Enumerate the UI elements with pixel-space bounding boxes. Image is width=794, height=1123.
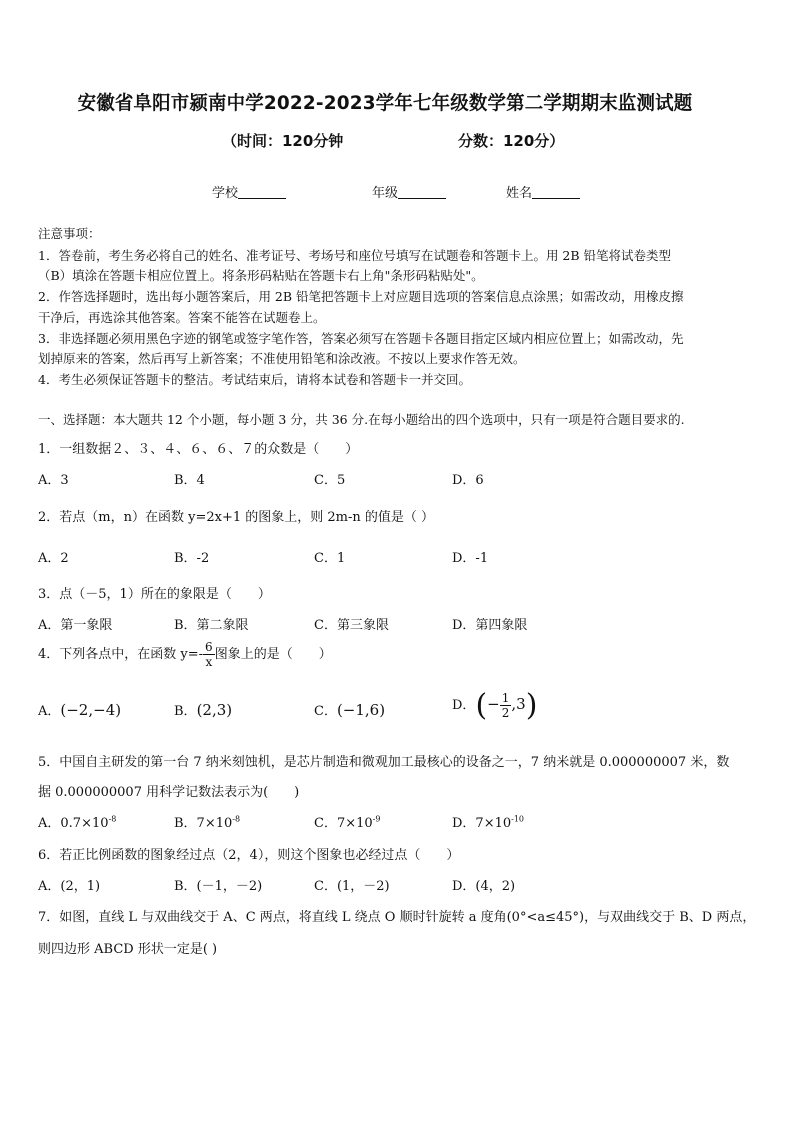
school-label: 学校: [212, 186, 239, 201]
section-heading: 一、选择题：本大题共 12 个小题，每小题 3 分，共 36 分.在每小题给出的四个选项中，只有一项是符合题目要求的.: [38, 412, 685, 427]
q4-fraction-denominator: x: [205, 655, 213, 669]
q4-option-b-point: (2,3): [196, 701, 233, 719]
q6-option-b: B．(－1，－2): [174, 879, 263, 894]
q5-option-c-exponent: -9: [372, 814, 381, 824]
q3-option-b: B．第二象限: [174, 618, 249, 633]
q3-option-a: A．第一象限: [38, 618, 113, 633]
q4-fraction-numerator: 6: [205, 640, 213, 654]
q5-option-d-base: D．7×10: [452, 816, 512, 831]
q4-option-d-label: D．: [452, 698, 476, 713]
q2-option-d: D．-1: [452, 551, 489, 566]
q4-option-b-label: B．: [174, 704, 197, 719]
q4-option-d-numerator: 1: [501, 691, 510, 705]
note-line: 干净后，再选涂其他答案。答案不能答在试题卷上。: [38, 310, 326, 325]
q4-option-d: [452, 688, 537, 723]
name-label: 姓名: [506, 186, 533, 201]
q5-option-c: [314, 812, 380, 831]
q4-option-c-label: C．: [314, 704, 337, 719]
q5-option-d-exponent: -10: [511, 814, 525, 824]
q4-option-d-denominator: 2: [501, 706, 510, 720]
q4-option-d-right-paren: ): [525, 688, 538, 723]
question-7-line-1: 7．如图，直线 L 与双曲线交于 A、C 两点，将直线 L 绕点 O 顺时针旋转 a 度角(0°<a≤45°)，与双曲线交于 B、D 两点，: [38, 910, 756, 925]
name-blank: [532, 185, 580, 199]
q4-option-a: [38, 700, 121, 719]
q4-option-b: [174, 700, 232, 719]
school-field: [212, 182, 286, 201]
q4-option-d-rest: ,3: [511, 695, 526, 713]
q1-option-b: B．4: [174, 473, 205, 488]
question-4-stem: [38, 640, 332, 669]
note-line: 3．非选择题必须用黑色字迹的钢笔或签字笔作答，答案必须写在答题卡各题目指定区域内相应位置上；如需改动，先: [38, 331, 684, 346]
q4-option-d-fraction: [500, 691, 512, 720]
q2-option-a: A．2: [38, 551, 69, 566]
exam-time: （时间：120分钟: [222, 132, 344, 150]
q6-option-c: C．(1，－2): [314, 879, 390, 894]
q5-option-b-exponent: -8: [232, 814, 241, 824]
q2-option-c: C．1: [314, 551, 346, 566]
q1-option-d: D．6: [452, 473, 484, 488]
question-6-stem: 6．若正比例函数的图象经过点（2，4），则这个图象也必经过点（ ）: [38, 848, 460, 863]
q3-option-c: C．第三象限: [314, 618, 389, 633]
question-5-line-1: 5．中国自主研发的第一台 7 纳米刻蚀机，是芯片制造和微观加工最核心的设备之一，7 纳米就是 0.000000007 米，数: [38, 755, 730, 770]
q6-option-a: A．(2，1): [38, 879, 101, 894]
q4-stem-suffix: 图象上的是（ ）: [214, 647, 332, 662]
q3-option-d: D．第四象限: [452, 618, 528, 633]
q4-option-c: [314, 700, 385, 719]
question-5-line-2: 据 0.000000007 用科学记数法表示为( ): [38, 785, 300, 800]
q5-option-a-exponent: -8: [108, 814, 117, 824]
q4-fraction: [203, 640, 215, 669]
note-line: 2．作答选择题时，选出每小题答案后，用 2B 铅笔把答题卡上对应题目选项的答案信息点涂黑；如需改动，用橡皮擦: [38, 289, 684, 304]
q5-option-b-base: B．7×10: [174, 816, 233, 831]
q4-option-d-minus: −: [487, 695, 500, 713]
question-7-line-2: 则四边形 ABCD 形状一定是( ): [38, 942, 218, 957]
note-line: 1．答卷前，考生务必将自己的姓名、准考证号、考场号和座位号填写在试题卷和答题卡上。用 2B 铅笔将试卷类型: [38, 248, 672, 263]
note-line: 划掉原来的答案，然后再写上新答案；不准使用铅笔和涂改液。不按以上要求作答无效。: [38, 351, 526, 366]
q4-option-d-left-paren: (: [475, 688, 488, 723]
q5-option-d: [452, 812, 524, 831]
notes-heading: 注意事项：: [38, 226, 101, 241]
q1-option-a: A．3: [38, 473, 69, 488]
school-blank: [238, 185, 286, 199]
q4-option-a-point: (−2,−4): [60, 701, 122, 719]
exam-score: 分数：120分）: [458, 132, 565, 150]
question-1-stem: 1．一组数据２、３、４、６、６、７的众数是（ ）: [38, 442, 359, 457]
question-2-stem: 2．若点（m，n）在函数 y=2x+1 的图象上，则 2m-n 的值是（ ）: [38, 510, 434, 525]
q5-option-a: [38, 812, 116, 831]
grade-field: [372, 182, 446, 201]
grade-label: 年级: [372, 186, 399, 201]
exam-title: 安徽省阜阳市颍南中学2022-2023学年七年级数学第二学期期末监测试题: [77, 92, 693, 114]
q4-option-c-point: (−1,6): [336, 701, 386, 719]
q5-option-c-base: C．7×10: [314, 816, 373, 831]
q4-option-a-label: A．: [38, 704, 61, 719]
q6-option-d: D．(4，2): [452, 879, 516, 894]
q5-option-b: [174, 812, 240, 831]
question-3-stem: 3．点（－5，1）所在的象限是（ ）: [38, 587, 271, 602]
note-line: （B）填涂在答题卡相应位置上。将条形码粘贴在答题卡右上角"条形码粘贴处"。: [38, 268, 484, 283]
q2-option-b: B．-2: [174, 551, 210, 566]
q4-stem-prefix: 4．下列各点中，在函数 y=-: [38, 647, 204, 662]
q1-option-c: C．5: [314, 473, 346, 488]
grade-blank: [398, 185, 446, 199]
note-line: 4．考生必须保证答题卡的整洁。考试结束后，请将本试卷和答题卡一并交回。: [38, 372, 471, 387]
name-field: [506, 182, 580, 201]
q5-option-a-base: A．0.7×10: [38, 816, 109, 831]
